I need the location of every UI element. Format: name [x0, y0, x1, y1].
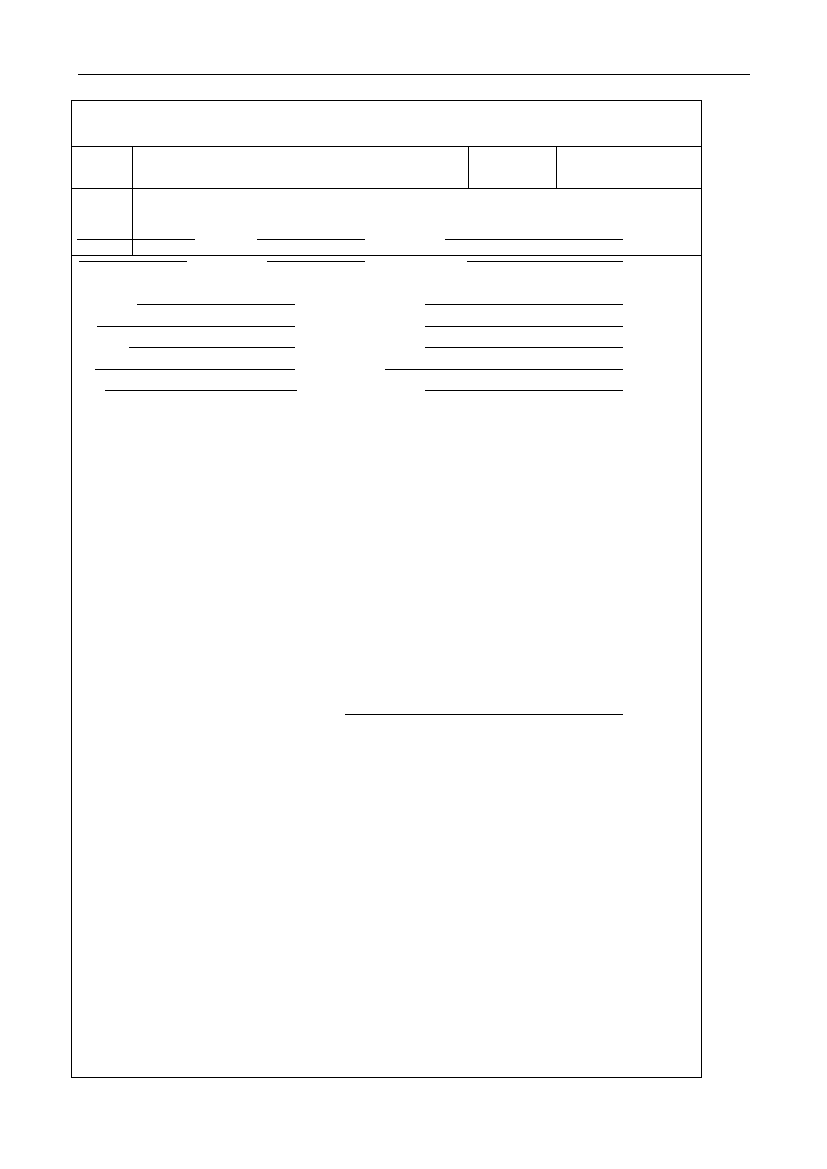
translate-title-row [7, 697, 625, 718]
title-row [72, 101, 701, 147]
task2-row [7, 330, 625, 351]
answer-blank[interactable] [129, 347, 295, 348]
answer-blank[interactable] [385, 369, 623, 370]
answer-blank[interactable] [267, 261, 365, 262]
answer-blank[interactable] [105, 390, 297, 391]
answer-blank[interactable] [425, 390, 623, 391]
answer-blank[interactable] [425, 347, 623, 348]
answer-blank[interactable] [425, 304, 623, 305]
answer-blank[interactable] [445, 239, 623, 240]
answer-blank[interactable] [95, 369, 295, 370]
answer-blank[interactable] [77, 239, 195, 240]
task2-row [7, 309, 625, 330]
answer-blank[interactable] [97, 326, 295, 327]
answer-blank[interactable] [425, 326, 623, 327]
topic-row [72, 146, 701, 189]
header-rule [78, 74, 750, 75]
answer-blank[interactable] [467, 261, 623, 262]
answer-blank[interactable] [79, 261, 187, 262]
task1-row-1 [7, 222, 625, 243]
task2-row [7, 287, 625, 308]
answer-blank[interactable] [257, 239, 365, 240]
task1-row-2 [7, 244, 625, 265]
task2-row [7, 373, 625, 394]
task2-row [7, 352, 625, 373]
answer-blank[interactable] [137, 304, 295, 305]
answer-blank[interactable] [345, 714, 623, 715]
